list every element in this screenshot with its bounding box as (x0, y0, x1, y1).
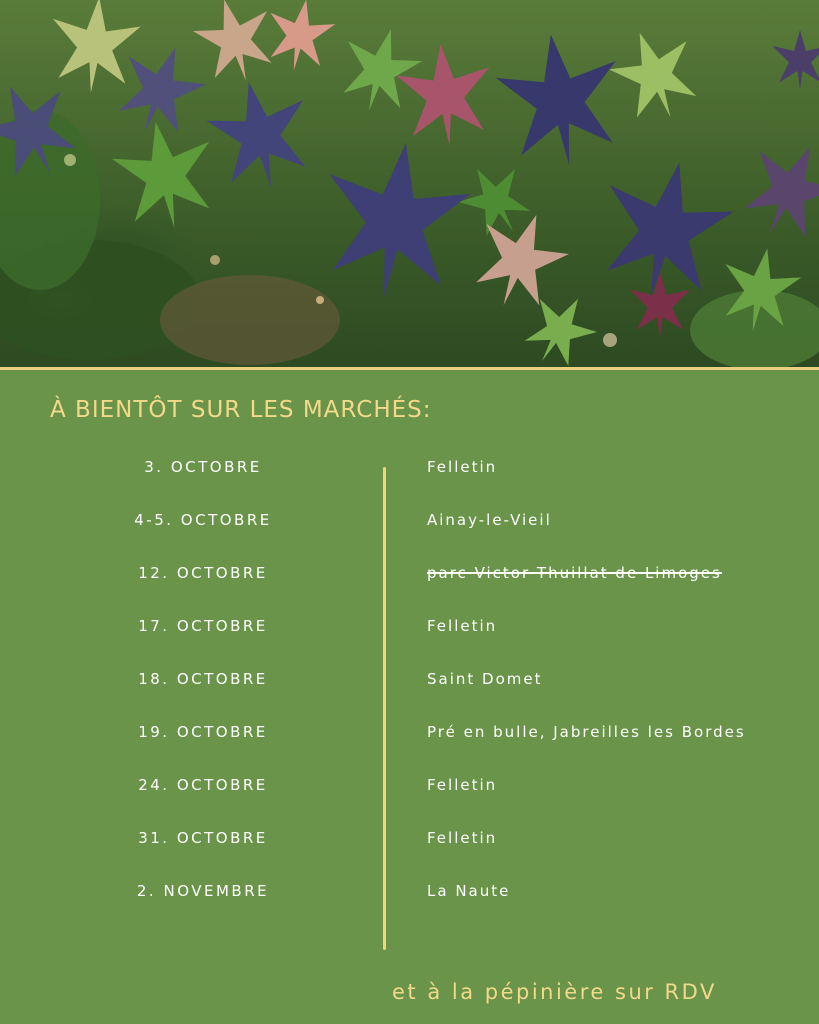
event-row (0, 670, 819, 694)
event-row (0, 564, 819, 588)
event-place-cancelled: parc Victor Thuillat de Limoges (427, 564, 722, 582)
page-title: À BIENTÔT SUR LES MARCHÉS: (50, 397, 432, 423)
event-row (0, 458, 819, 482)
event-row (0, 723, 819, 747)
event-date: 19. OCTOBRE (138, 723, 268, 741)
event-row (0, 829, 819, 853)
event-row (0, 776, 819, 800)
event-date: 2. NOVEMBRE (136, 882, 270, 900)
event-date: 18. OCTOBRE (138, 670, 268, 688)
footer-note: et à la pépinière sur RDV (392, 980, 717, 1004)
event-place: Ainay-le-Vieil (427, 511, 552, 529)
event-place: Saint Domet (427, 670, 543, 688)
event-place: La Naute (427, 882, 511, 900)
event-date: 24. OCTOBRE (138, 776, 268, 794)
event-place: Felletin (427, 458, 498, 476)
event-date: 12. OCTOBRE (138, 564, 268, 582)
event-date: 3. OCTOBRE (144, 458, 262, 476)
autumn-leaves-photo (0, 0, 819, 367)
event-row (0, 617, 819, 641)
event-place: Felletin (427, 829, 498, 847)
event-place: Felletin (427, 617, 498, 635)
event-date: 31. OCTOBRE (138, 829, 268, 847)
column-divider (383, 467, 386, 950)
event-place: Pré en bulle, Jabreilles les Bordes (427, 723, 746, 741)
photo-border-line (0, 367, 819, 370)
event-date: 4-5. OCTOBRE (134, 511, 272, 529)
leaves-illustration (0, 0, 819, 367)
event-row (0, 511, 819, 535)
event-place: Felletin (427, 776, 498, 794)
event-row (0, 882, 819, 906)
event-date: 17. OCTOBRE (138, 617, 268, 635)
